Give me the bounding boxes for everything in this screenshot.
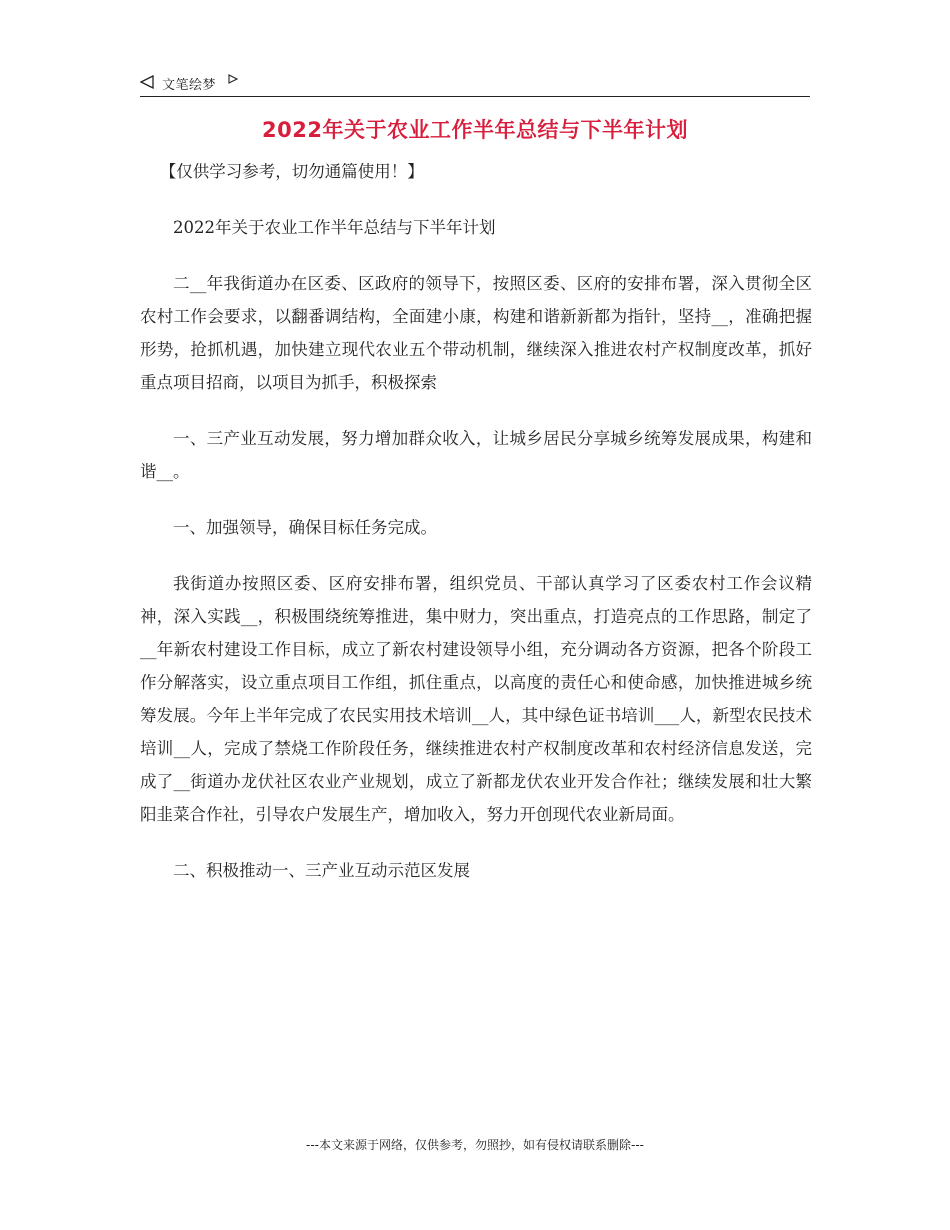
triangle-right-outline-icon: [228, 74, 238, 84]
paragraph: 我街道办按照区委、区府安排布署，组织党员、干部认真学习了区委农村工作会议精神，深入实践__，积极围绕统筹推进，集中财力，突出重点，打造亮点的工作思路，制定了__年新农村建设工作目标，成立了新农村建设领导小组，充分调动各方资源，把各个阶段工作分解落实，设立重点项目工作组，抓住重点，以高度的责任心和使命感，加快推进城乡统筹发展。今年上半年完成了农民实用技术培训__人，其中绿色证书培训___人，新型农民技术培训__人，完成了禁烧工作阶段任务，继续推进农村产权制度改革和农村经济信息发送，完成了__街道办龙伏社区农业产业规划，成立了新都龙伏农业开发合作社；继续发展和壮大繁阳韭菜合作社，引导农户发展生产，增加收入，努力开创现代农业新局面。: [140, 574, 812, 824]
paragraph: 2022年关于农业工作半年总结与下半年计划: [173, 218, 496, 237]
paragraph: 一、加强领导，确保目标任务完成。: [173, 518, 437, 537]
triangle-left-outline-icon: [140, 75, 154, 89]
document-body: [140, 155, 812, 910]
paragraph: 二、积极推动一、三产业互动示范区发展: [173, 861, 470, 880]
brand-name: 文笔绘梦: [162, 78, 217, 93]
page-footer: ---本文来源于网络，仅供参考，勿照抄，如有侵权请联系删除---: [306, 1138, 644, 1152]
page-header: [140, 70, 810, 97]
paragraph: 一、三产业互动发展，努力增加群众收入，让城乡居民分享城乡统筹发展成果，构建和谐__。: [140, 429, 812, 481]
usage-notice: 【仅供学习参考，切勿通篇使用！】: [159, 162, 424, 181]
paragraph: 二__年我街道办在区委、区政府的领导下，按照区委、区府的安排布署，深入贯彻全区农村工作会要求，以翻番调结构，全面建小康，构建和谐新新都为指针，坚持__，准确把握形势，抢抓机遇，加快建立现代农业五个带动机制，继续深入推进农村产权制度改革，抓好重点项目招商，以项目为抓手，积极探索: [140, 274, 812, 392]
document-title: 2022年关于农业工作半年总结与下半年计划: [262, 118, 688, 142]
